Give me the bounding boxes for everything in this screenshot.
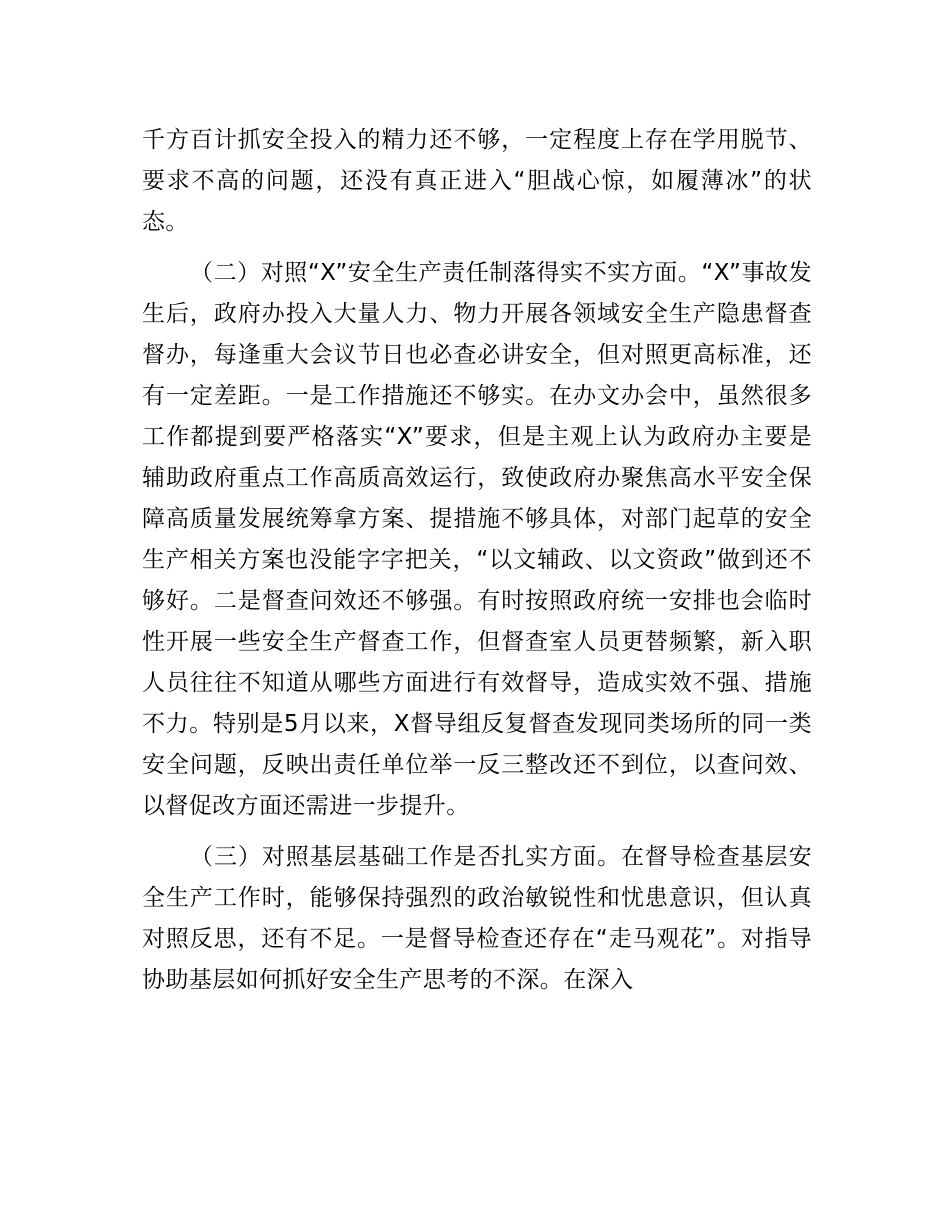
paragraph-section-three: （三）对照基层基础工作是否扎实方面。在督导检查基层安全生产工作时，能够保持强烈的政治敏锐性和忧患意识，但认真对照反思，还有不足。一是督导检查还存在“走马观花”。对指导协助基层如何抓好安全生产思考的不深。在深入	[142, 844, 812, 993]
document-body	[142, 120, 812, 1011]
paragraph-continuation: 千方百计抓安全投入的精力还不够，一定程度上存在学用脱节、要求不高的问题，还没有真正进入“胆战心惊，如履薄冰”的状态。	[142, 127, 812, 235]
paragraph-section-two: （二）对照“X”安全生产责任制落得实不实方面。“X”事故发生后，政府办投入大量人力、物力开展各领域安全生产隐患督查督办，每逢重大会议节日也必查必讲安全，但对照更高标准，还有一定差距。一是工作措施还不够实。在办文办会中，虽然很多工作都提到要严格落实“X”要求，但是主观上认为政府办主要是辅助政府重点工作高质高效运行，致使政府办聚焦高水平安全保障高质量发展统筹拿方案、提措施不够具体，对部门起草的安全生产相关方案也没能字字把关，“以文辅政、以文资政”做到还不够好。二是督查问效还不够强。有时按照政府统一安排也会临时性开展一些安全生产督查工作，但督查室人员更替频繁，新入职人员往往不知道从哪些方面进行有效督导，造成实效不强、措施不力。特别是5月以来，X督导组反复督查发现同类场所的同一类安全问题，反映出责任单位举一反三整改还不到位，以查问效、以督促改方面还需进一步提升。	[142, 260, 812, 819]
